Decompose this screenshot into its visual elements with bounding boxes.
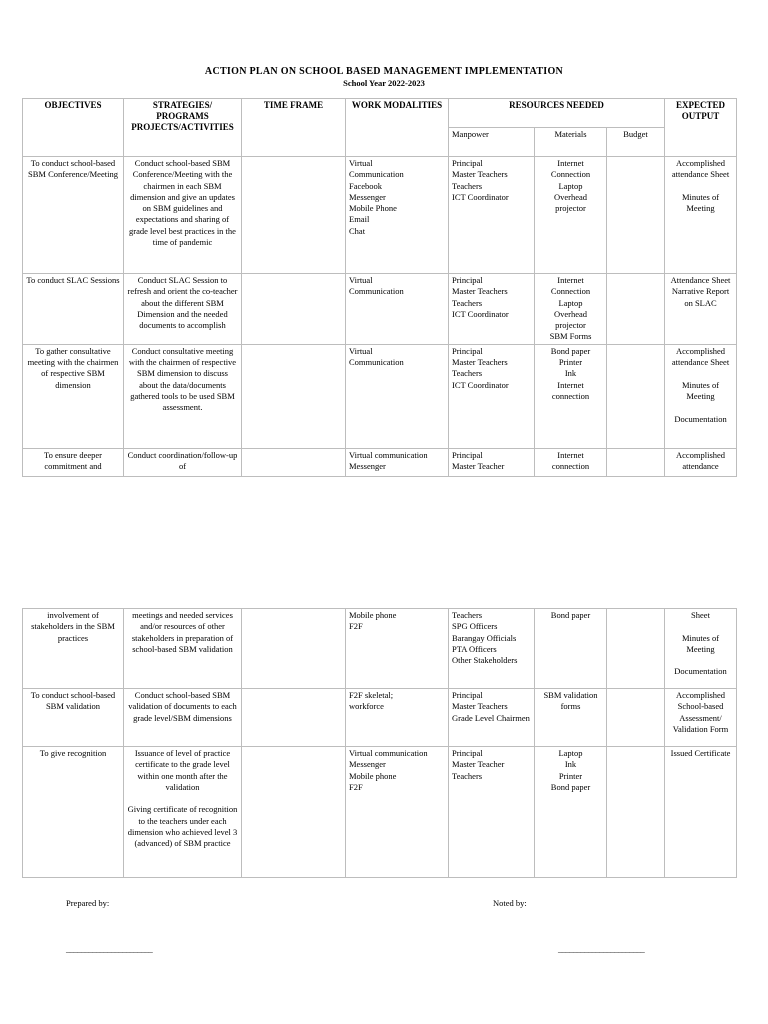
header-work-modalities: WORK MODALITIES bbox=[346, 99, 449, 157]
prepared-by-label: Prepared by: bbox=[66, 898, 110, 908]
manpower-cell: Teachers SPG Officers Barangay Officials PTA Officers Other Stakeholders bbox=[449, 609, 535, 689]
table-row bbox=[23, 344, 737, 448]
time-frame-cell bbox=[242, 274, 346, 345]
header-materials: Materials bbox=[535, 128, 607, 157]
output-cell: Accomplished attendance bbox=[665, 448, 737, 476]
action-plan-table-page-2 bbox=[22, 608, 737, 878]
time-frame-cell bbox=[242, 609, 346, 689]
materials-cell: Internet connection bbox=[535, 448, 607, 476]
document-title: ACTION PLAN ON SCHOOL BASED MANAGEMENT IMPLEMENTATION bbox=[204, 66, 564, 77]
budget-cell bbox=[607, 274, 665, 345]
header-manpower: Manpower bbox=[449, 128, 535, 157]
manpower-cell: Principal Master Teachers Teachers ICT Coordinator bbox=[449, 274, 535, 345]
objective-cell: To gather consultative meeting with the chairmen of respective SBM dimension bbox=[23, 344, 124, 448]
materials-cell: Internet Connection Laptop Overhead projector SBM Forms bbox=[535, 274, 607, 345]
action-plan-table-page-1 bbox=[22, 98, 737, 477]
materials-cell: SBM validation forms bbox=[535, 689, 607, 747]
strategy-cell: Issuance of level of practice certificate to the grade level within one month after the validation Giving certificate of recognition to the teachers under each dimension who achieved level 3 (advanced) of SBM practice bbox=[124, 747, 242, 878]
noted-by-signature-line: _______________________ bbox=[558, 944, 645, 954]
table-row bbox=[23, 157, 737, 274]
budget-cell bbox=[607, 344, 665, 448]
output-cell: Accomplished School-based Assessment/ Validation Form bbox=[665, 689, 737, 747]
strategy-cell: Conduct school-based SBM validation of documents to each grade level/SBM dimensions bbox=[124, 689, 242, 747]
table-row bbox=[23, 274, 737, 345]
output-cell: Sheet Minutes of Meeting Documentation bbox=[665, 609, 737, 689]
header-time-frame: TIME FRAME bbox=[242, 99, 346, 157]
header-objectives: OBJECTIVES bbox=[23, 99, 124, 157]
objective-cell: To conduct school-based SBM validation bbox=[23, 689, 124, 747]
header-resources-needed: RESOURCES NEEDED bbox=[449, 99, 665, 128]
materials-cell: Internet Connection Laptop Overhead projector bbox=[535, 157, 607, 274]
modalities-cell: Virtual Communication Facebook Messenger Mobile Phone Email Chat bbox=[346, 157, 449, 274]
table-row bbox=[23, 747, 737, 878]
modalities-cell: F2F skeletal; workforce bbox=[346, 689, 449, 747]
time-frame-cell bbox=[242, 747, 346, 878]
manpower-cell: Principal Master Teachers Teachers ICT Coordinator bbox=[449, 157, 535, 274]
strategy-cell: Conduct coordination/follow-up of bbox=[124, 448, 242, 476]
header-budget: Budget bbox=[607, 128, 665, 157]
time-frame-cell bbox=[242, 344, 346, 448]
manpower-cell: Principal Master Teachers Grade Level Chairmen bbox=[449, 689, 535, 747]
header-expected-output: EXPECTED OUTPUT bbox=[665, 99, 737, 157]
materials-cell: Bond paper Printer Ink Internet connection bbox=[535, 344, 607, 448]
time-frame-cell bbox=[242, 157, 346, 274]
materials-cell: Laptop Ink Printer Bond paper bbox=[535, 747, 607, 878]
objective-cell: To conduct SLAC Sessions bbox=[23, 274, 124, 345]
noted-by-label: Noted by: bbox=[493, 898, 527, 908]
modalities-cell: Virtual communication Messenger bbox=[346, 448, 449, 476]
output-cell: Issued Certificate bbox=[665, 747, 737, 878]
objective-cell: To give recognition bbox=[23, 747, 124, 878]
budget-cell bbox=[607, 448, 665, 476]
output-cell: Accomplished attendance Sheet Minutes of Meeting bbox=[665, 157, 737, 274]
time-frame-cell bbox=[242, 448, 346, 476]
budget-cell bbox=[607, 747, 665, 878]
school-year: School Year 2022-2023 bbox=[343, 78, 425, 88]
objective-cell: To ensure deeper commitment and bbox=[23, 448, 124, 476]
manpower-cell: Principal Master Teacher Teachers bbox=[449, 747, 535, 878]
strategy-cell: Conduct consultative meeting with the chairmen of respective SBM dimension to discuss about the data/documents gathered tools to be used SBM assessment. bbox=[124, 344, 242, 448]
objective-cell: involvement of stakeholders in the SBM practices bbox=[23, 609, 124, 689]
strategy-cell: Conduct SLAC Session to refresh and orient the co-teacher about the different SBM Dimension and the needed documents to accomplish bbox=[124, 274, 242, 345]
modalities-cell: Virtual Communication bbox=[346, 274, 449, 345]
table-row bbox=[23, 609, 737, 689]
modalities-cell: Mobile phone F2F bbox=[346, 609, 449, 689]
output-cell: Accomplished attendance Sheet Minutes of Meeting Documentation bbox=[665, 344, 737, 448]
manpower-cell: Principal Master Teacher bbox=[449, 448, 535, 476]
strategy-cell: meetings and needed services and/or resources of other stakeholders in preparation of school-based SBM validation bbox=[124, 609, 242, 689]
header-strategies: STRATEGIES/ PROGRAMS PROJECTS/ACTIVITIES bbox=[124, 99, 242, 157]
budget-cell bbox=[607, 689, 665, 747]
table-row bbox=[23, 689, 737, 747]
output-cell: Attendance Sheet Narrative Report on SLAC bbox=[665, 274, 737, 345]
time-frame-cell bbox=[242, 689, 346, 747]
table-row bbox=[23, 448, 737, 476]
modalities-cell: Virtual Communication bbox=[346, 344, 449, 448]
objective-cell: To conduct school-based SBM Conference/Meeting bbox=[23, 157, 124, 274]
prepared-by-signature-line: _______________________ bbox=[66, 944, 153, 954]
budget-cell bbox=[607, 609, 665, 689]
manpower-cell: Principal Master Teachers Teachers ICT Coordinator bbox=[449, 344, 535, 448]
budget-cell bbox=[607, 157, 665, 274]
modalities-cell: Virtual communication Messenger Mobile phone F2F bbox=[346, 747, 449, 878]
materials-cell: Bond paper bbox=[535, 609, 607, 689]
strategy-cell: Conduct school-based SBM Conference/Meeting with the chairmen in each SBM dimension and give an updates on SBM guidelines and expectations and sharing of grade level best practices in the time of pandemic bbox=[124, 157, 242, 274]
